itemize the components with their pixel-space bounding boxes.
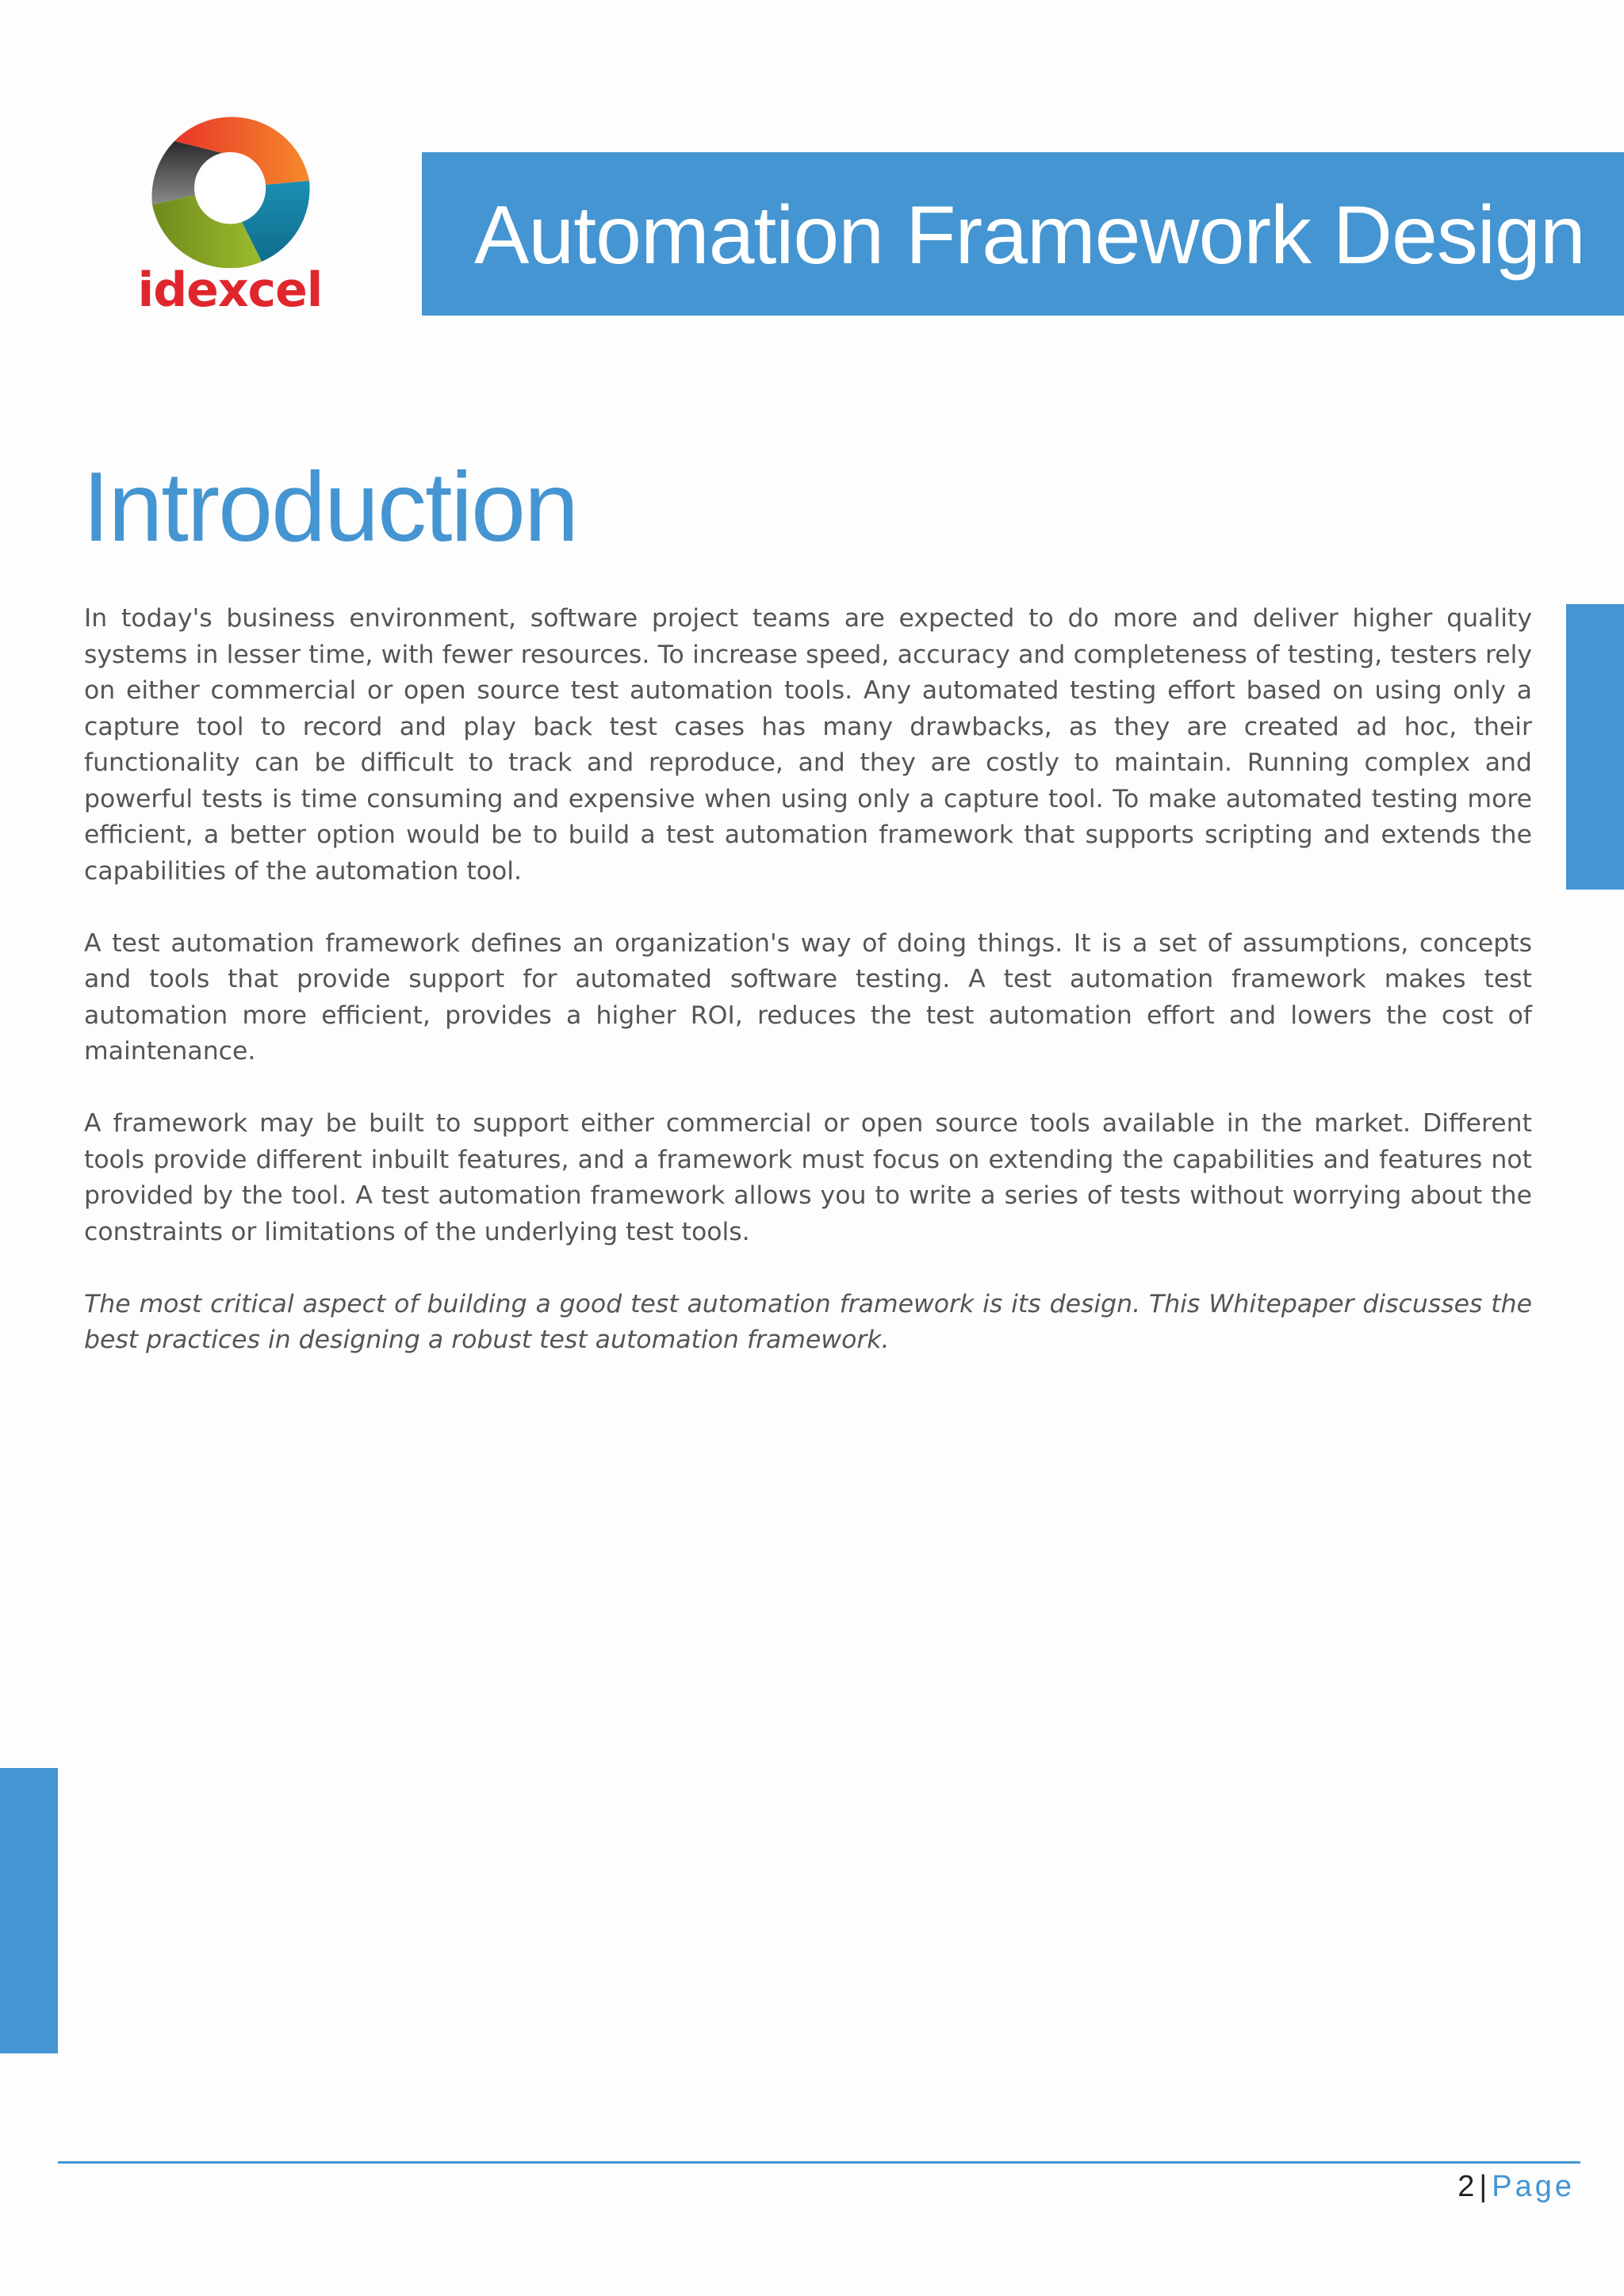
paragraph-2: A test automation framework defines an organization's way of doing things. It is a set of assumptions, concepts and tools that provide support for automated software testing. A test automation framework makes test automation more efficient, provides a higher ROI, reduces the test automation effort and lowers the cost of maintenance. (84, 928, 1532, 1066)
body-text (84, 601, 1532, 1395)
brand-name: idexcel (137, 262, 323, 318)
paragraph-1: In today's business environment, software project teams are expected to do more and deliver higher quality systems in lesser time, with fewer resources. To increase speed, accuracy and completeness of testing, testers rely on either commercial or open source test automation tools. Any automated testing effort based on using only a capture tool to record and play back test cases has many drawbacks, as they are created ad hoc, their functionality can be difficult to track and reproduce, and they are costly to maintain. Running complex and powerful tests is time consuming and expensive when using only a capture tool. To make automated testing more efficient, a better option would be to build a test automation framework that supports scripting and extends the capabilities of the automation tool. (84, 604, 1532, 886)
decorative-side-bar-right (1566, 604, 1624, 890)
page-label: Page (1492, 2170, 1575, 2203)
decorative-side-bar-left (0, 1768, 58, 2053)
paragraph-4-italic: The most critical aspect of building a good test automation framework is its design. This Whitepaper discusses the best practices in designing a robust test automation framework. (84, 1289, 1532, 1354)
footer-divider (58, 2161, 1580, 2164)
company-logo (135, 109, 325, 331)
page-number: 2 (1457, 2170, 1475, 2203)
section-title: Introduction (82, 453, 577, 562)
paragraph-3: A framework may be built to support either commercial or open source tools available in the market. Different tools provide different inbuilt features, and a framework must focus on extending the capabilities and features not provided by the tool. A test automation framework allows you to write a series of tests without worrying about the constraints or limitations of the underlying test tools. (84, 1109, 1532, 1246)
page-footer (1457, 2166, 1575, 2208)
header-banner (422, 152, 1624, 316)
page-separator: | (1479, 2170, 1488, 2203)
document-title: Automation Framework Design (474, 189, 1585, 281)
swirl-logo-icon (135, 109, 325, 268)
